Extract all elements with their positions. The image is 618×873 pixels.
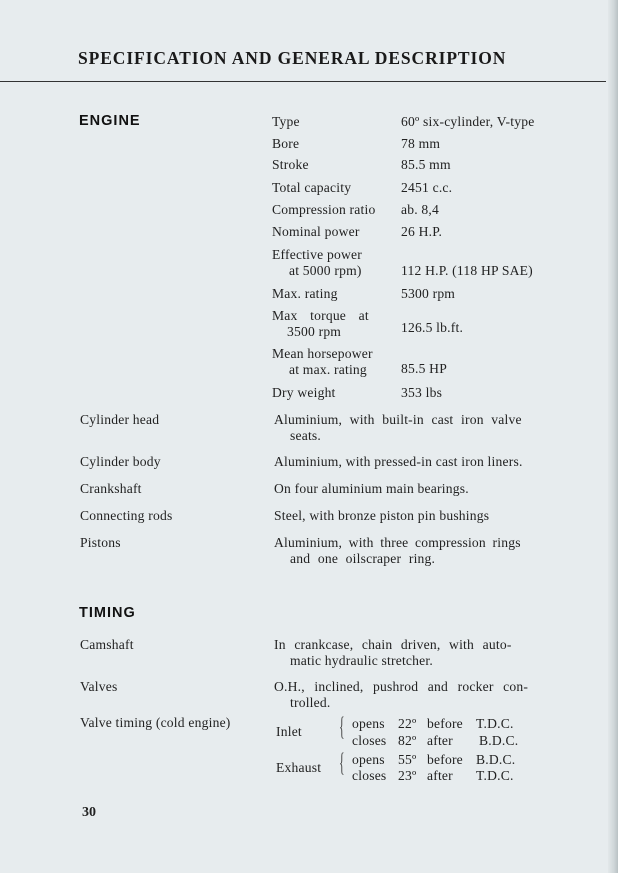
- timing-relation: after: [427, 733, 453, 748]
- component-description: [274, 679, 564, 711]
- spec-value: 5300 rpm: [401, 286, 456, 301]
- brace-icon: {: [339, 712, 345, 741]
- timing-point: T.D.C.: [476, 716, 514, 731]
- spec-value: 126.5 lb.ft.: [401, 320, 464, 335]
- description-line: seats.: [290, 428, 322, 443]
- timing-degrees: 22º: [398, 716, 417, 731]
- description-line: Aluminium, with built-in cast iron valve: [274, 412, 522, 427]
- section-heading-engine: ENGINE: [79, 113, 141, 129]
- spec-value: 112 H.P. (118 HP SAE): [401, 263, 533, 278]
- description-line: Aluminium, with three compression rings: [274, 535, 521, 550]
- component-name: Pistons: [80, 535, 121, 550]
- timing-event: opens: [352, 716, 385, 731]
- component-name: Crankshaft: [80, 481, 142, 496]
- component-name: Valves: [80, 679, 118, 694]
- component-description: On four aluminium main bearings.: [274, 481, 469, 496]
- spec-value: 85.5 HP: [401, 361, 447, 376]
- spec-value: 2451 c.c.: [401, 180, 453, 195]
- description-line: O.H., inclined, pushrod and rocker con-: [274, 679, 529, 694]
- timing-relation: before: [427, 752, 463, 767]
- spec-label: Max torque at: [272, 308, 369, 323]
- spec-label: Stroke: [272, 157, 309, 172]
- spec-value: 353 lbs: [401, 385, 443, 400]
- description-line: trolled.: [290, 695, 331, 710]
- spec-label: Bore: [272, 136, 300, 151]
- spec-value: 78 mm: [401, 136, 441, 151]
- description-line: In crankcase, chain driven, with auto-: [274, 637, 512, 652]
- component-name: Cylinder head: [80, 412, 160, 427]
- component-name: Valve timing (cold engine): [80, 715, 231, 730]
- timing-degrees: 82º: [398, 733, 417, 748]
- component-description: [274, 637, 564, 669]
- spec-label: Max. rating: [272, 286, 338, 301]
- spec-label: Mean horsepower: [272, 346, 373, 361]
- spec-label: Effective power: [272, 247, 362, 262]
- page-edge-shadow: [608, 0, 618, 873]
- spec-label: at 5000 rpm): [289, 263, 362, 278]
- inlet-label: Inlet: [276, 724, 302, 739]
- spec-value: 85.5 mm: [401, 157, 451, 172]
- component-description: [274, 535, 564, 567]
- component-description: Steel, with bronze piston pin bushings: [274, 508, 490, 523]
- spec-label: 3500 rpm: [287, 324, 342, 339]
- page-number: 30: [82, 805, 96, 820]
- timing-point: B.D.C.: [476, 752, 516, 767]
- description-line: matic hydraulic stretcher.: [290, 653, 433, 668]
- title-rule: [0, 81, 606, 82]
- spec-label: Total capacity: [272, 180, 352, 195]
- spec-label: Type: [272, 114, 300, 129]
- component-description: [274, 412, 564, 444]
- component-name: Connecting rods: [80, 508, 173, 523]
- timing-relation: after: [427, 768, 453, 783]
- component-name: Cylinder body: [80, 454, 161, 469]
- spec-label: Nominal power: [272, 224, 360, 239]
- timing-event: closes: [352, 733, 387, 748]
- timing-degrees: 55º: [398, 752, 417, 767]
- page-title: SPECIFICATION AND GENERAL DESCRIPTION: [78, 48, 507, 68]
- timing-point: T.D.C.: [476, 768, 514, 783]
- spec-value: ab. 8,4: [401, 202, 440, 217]
- timing-event: closes: [352, 768, 387, 783]
- description-line: and one oilscraper ring.: [290, 551, 436, 566]
- component-description: Aluminium, with pressed-in cast iron liners.: [274, 454, 523, 469]
- timing-degrees: 23º: [398, 768, 417, 783]
- spec-label: Compression ratio: [272, 202, 376, 217]
- spec-label: Dry weight: [272, 385, 336, 400]
- timing-event: opens: [352, 752, 385, 767]
- section-heading-timing: TIMING: [79, 605, 136, 621]
- spec-label: at max. rating: [289, 362, 367, 377]
- exhaust-label: Exhaust: [276, 760, 322, 775]
- component-name: Camshaft: [80, 637, 134, 652]
- timing-relation: before: [427, 716, 463, 731]
- spec-value: 60º six-cylinder, V-type: [401, 114, 535, 129]
- spec-value: 26 H.P.: [401, 224, 443, 239]
- timing-point: B.D.C.: [479, 733, 519, 748]
- brace-icon: {: [339, 748, 345, 777]
